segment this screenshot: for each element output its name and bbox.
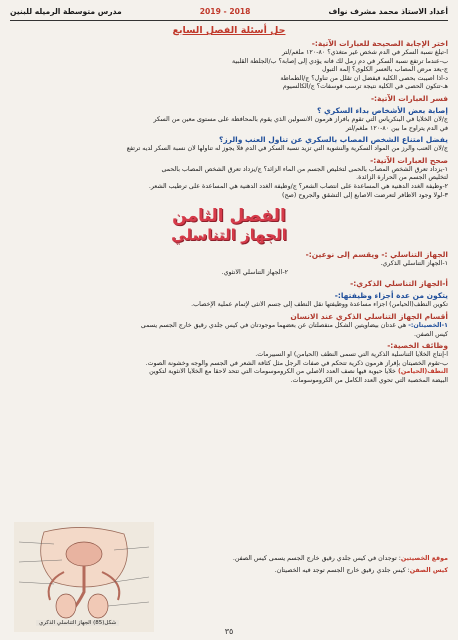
q2a-body: في الدم يتراوح ما بين ٨٠-١٢٠ ملغم/لتر — [345, 124, 448, 132]
intro-item: ١-الجهاز التناسلي الذكري. — [380, 260, 448, 268]
male-reproductive-diagram — [14, 522, 154, 632]
teacher-name: أعداد الاستاذ محمد مشرف نواف — [328, 7, 448, 16]
chapter8-title: الفصل الثامن — [172, 206, 286, 227]
function-item: أ-إنتاج الخلايا التناسلية الذكرية التي تسمى النطف (الحيامن) أو السبيرمات. — [255, 351, 448, 359]
functions-title: وظائف الخصية:- — [387, 341, 448, 351]
school-year: 2018 - 2019 — [199, 7, 251, 16]
q3-title: صحح العبارات الآتية:- — [370, 155, 448, 165]
q1-item: ب-عندما ترتفع نسبة السكر في دم زمل لك فانه يؤدي إلى إصابة؟ ب/الجلطة القلبية — [232, 57, 448, 65]
scrotum-label: كيس الصفن — [409, 566, 448, 574]
testes-body-2: كيس الصفن. — [413, 330, 448, 338]
testes-line — [10, 322, 448, 331]
page-number: ٣٥ — [224, 627, 234, 636]
sperm-body-2: البيضة المخصبة التي تحوي العدد الكامل من الكروموسومات. — [290, 376, 448, 384]
header-divider — [10, 20, 448, 21]
scrotum-line: كيس الصفن: كيس جلدي رقيق خارج الجسم توجد فيه الخصيتان. — [274, 566, 448, 574]
function-item: ب-تقوم الخصيتان بإفراز هرمون ذكرية تتحكم في صفات الرجل مثل كثافة الشعر في الجسم والوجه وخشونة الصوت. — [145, 359, 448, 367]
q1-item: د-اذا أصيبت بحصى الكلية فيفضل أن تقلل من تناول؟ ج/الطماطة — [280, 74, 448, 82]
sperm-line — [10, 368, 448, 377]
scrotum-body: كيس جلدي رقيق خارج الجسم توجد فيه الخصيتان. — [274, 566, 406, 574]
q2-title: فسر العبارات الآتية:- — [370, 93, 448, 103]
q3-item: ١-يزداد تعرق الشخص المصاب بالحمى لتخليص الجسم من الماء الزائد؟ ج/يزداد تعرق الشخص المصاب بالحمى — [161, 165, 448, 173]
bottom-definitions — [160, 555, 448, 575]
q2a-title: إصابة بعض الأشخاص بداء السكري ؟ — [316, 105, 448, 115]
parts-title: يتكون من عدة أجزاء وظيفتها:- — [334, 291, 448, 301]
q2a-body: ج/لان الخلايا في البنكرياس التي تقوم بافراز هرمون الأنسولين الذي يقوم بالمحافظة على مستوى معين من السكر — [153, 115, 448, 123]
q3-item: ٣-لولا وجود الأظافر لتعرضت الأصابع إلى التشقق والجروح (صح) — [282, 191, 448, 199]
sections-title: أقسام الجهاز التناسلي الذكري عند الانسان — [290, 311, 448, 321]
testes-title: ١-الخصيتان:- — [408, 321, 448, 329]
chapter7-title: حل أسئلة الفصل السابع — [172, 25, 286, 36]
location-body: توجدان في كيس جلدي رقيق خارج الجسم يسمى كيس الصفن. — [232, 555, 397, 562]
q1-item: هـ-تتكون الحصى في الكلية نتيجة ترسب فوسفات؟ ج/الكالسيوم — [282, 83, 448, 91]
q2b-body: ج/لان العنب والرز من المواد السكرية والنشوية التي تزيد نسبة السكر في الدم فلا يجوز له تناولها لان نسبة السكر لديه ترتفع — [126, 145, 448, 153]
q3-item: ٢-وظيفة الغدد الدهنية هي المساعدة على انتصاب الشعر؟ ج/وظيفة الغدد الدهنية هي المساعدة على ترطيب الشعر. — [148, 182, 448, 190]
q3-item: لتخليص الجسم من الحرارة الزائدة. — [356, 174, 448, 182]
q1-item: أ-تبلغ نسبة السكر في الدم شخص غير متغذي؟ ٨٠-١٢٠ ملغم/لتر — [281, 49, 448, 56]
q1-title: اختر الإجابة الصحيحة للعبارات الآتية:- — [311, 39, 448, 48]
sperm-label: النطف(الحيامن) — [397, 368, 448, 376]
intro-title: الجهاز التناسلي :- ويقسم إلى نوعين:- — [305, 250, 448, 260]
male-title: أ-الجهاز التناسلي الذكري:- — [350, 279, 448, 289]
figure-caption: شكل(85) الجهاز التناسلي الذكري — [36, 620, 119, 626]
location-label: موقع الخصيتين — [400, 555, 448, 562]
intro-item: ٢-الجهاز التناسلي الأنثوي. — [221, 268, 288, 276]
q2b-title: يفضل امتناع الشخص المصاب بالسكري عن تناول العنب والرز؟ — [219, 135, 448, 145]
q1-item: ج-يعد مرض المصاب بالعسر الكلوي؟ إلمة التبول — [322, 66, 448, 74]
chapter8-subtitle: الجهاز التناسلي — [171, 226, 287, 245]
location-line: موقع الخصيتين: توجدان في كيس جلدي رقيق خارج الجسم يسمى كيس الصفن. — [232, 555, 448, 562]
page-header — [10, 6, 448, 18]
parts-body: تكوين النطف(الحيامن) أجزاء مساعدة ووظيفتها نقل النطف إلى جسم الأنثى لإتمام عملية الإخصاب. — [191, 301, 448, 309]
anatomy-illustration — [14, 522, 154, 632]
testes-body: هي غدتان بيضاويتين الشكل منفصلتان عن بعضهما موجودتان في كيس جلدي رقيق خارج الجسم يسمى — [140, 321, 407, 329]
sperm-body: خلايا حيوية فيها نصف العدد الأصلي من الكروموسومات التي تتحد لاحقا مع الخلايا الأنثوية لتكوين — [149, 368, 396, 376]
school-name: مدرس متوسطة الرميله للبنين — [10, 7, 122, 16]
